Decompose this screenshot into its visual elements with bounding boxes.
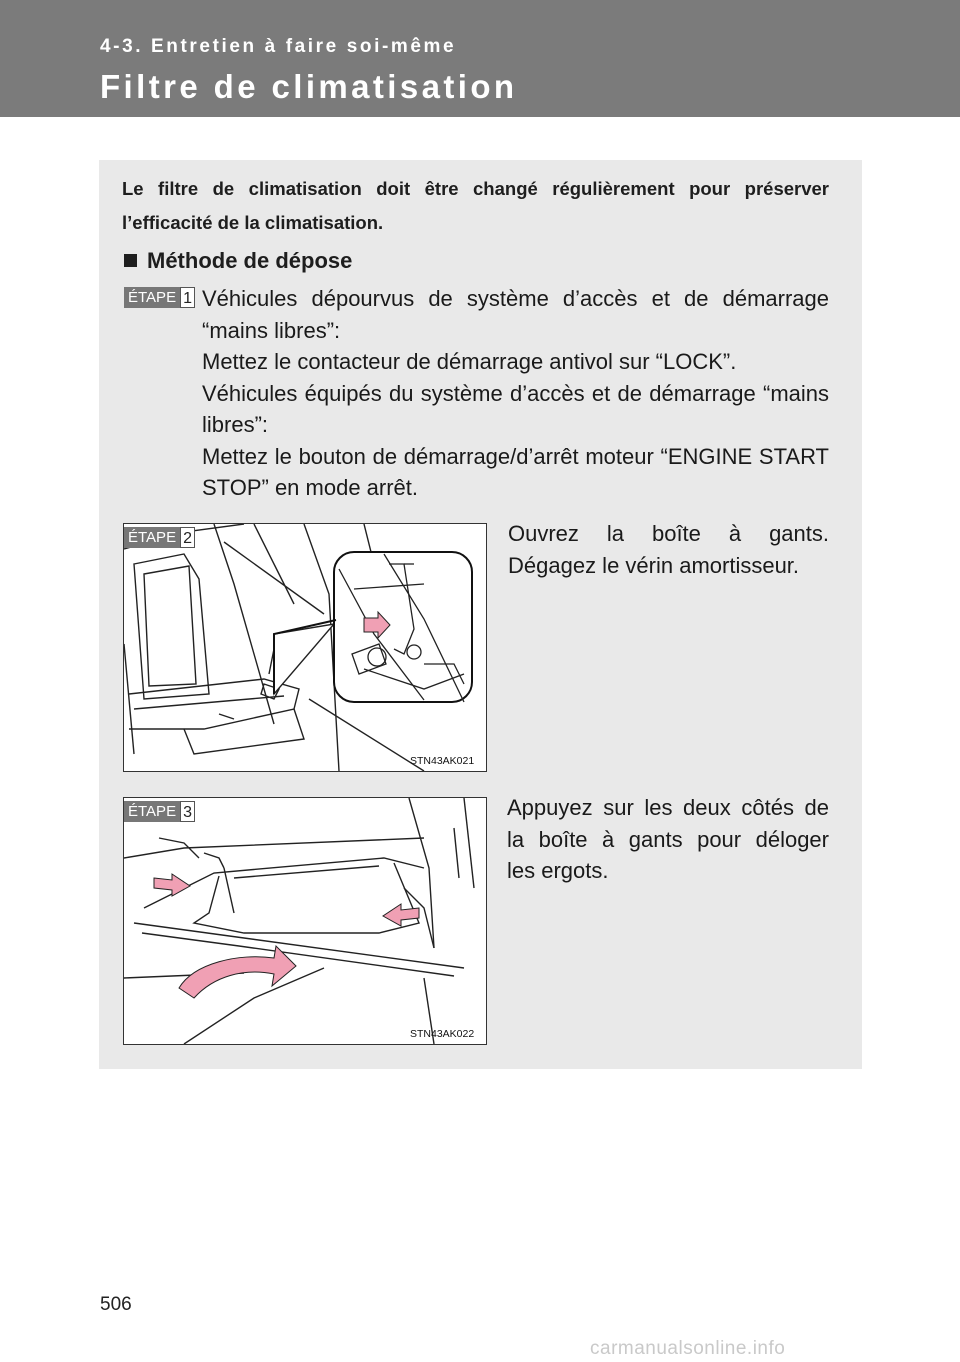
step-2-text <box>508 518 829 581</box>
step-3-illustration <box>123 797 487 1045</box>
step-2-illustration <box>123 523 487 772</box>
glovebox-damper-drawing <box>124 524 486 771</box>
square-bullet-icon <box>124 254 137 267</box>
glovebox-removal-drawing <box>124 798 486 1044</box>
step-3-line-3: les ergots. <box>507 858 609 883</box>
step-badge-label: ÉTAPE <box>124 287 180 308</box>
step-2-line-1: Ouvrez la boîte à gants. <box>508 521 829 546</box>
figure-code: STN43AK022 <box>410 1028 475 1040</box>
step-1-text <box>202 283 829 504</box>
step-1-badge <box>124 287 195 308</box>
step-badge-label: ÉTAPE <box>124 527 180 548</box>
step-badge-number: 1 <box>180 287 195 308</box>
step-2-line-2: Dégagez le vérin amortisseur. <box>508 552 800 578</box>
chapter-label: 4-3. Entretien à faire soi-même <box>100 36 457 57</box>
step-3-line-1: Appuyez sur les deux côtés de <box>507 795 829 820</box>
section-heading <box>124 248 352 274</box>
step-badge-number: 2 <box>180 527 195 548</box>
section-title: Méthode de dépose <box>147 248 353 273</box>
figure-code: STN43AK021 <box>410 755 475 767</box>
step-2-badge <box>124 527 195 548</box>
step-1-line-2: Mettez le contacteur de démarrage antivol sur “LOCK”. <box>202 349 737 374</box>
step-1-line-3: Véhicules équipés du système d’accès et de démarrage “mains libres”: <box>202 380 829 437</box>
step-badge-number: 3 <box>180 801 195 822</box>
step-3-line-2: la boîte à gants pour déloger <box>507 826 829 852</box>
page-header <box>0 0 960 117</box>
intro-paragraph: Le filtre de climatisation doit être changé régulièrement pour préserver l’efficacité de la climatisation. <box>122 178 829 233</box>
step-3-badge <box>124 801 195 822</box>
step-1-line-4: Mettez le bouton de démarrage/d’arrêt moteur “ENGINE START STOP” en mode arrêt. <box>202 443 829 500</box>
step-badge-label: ÉTAPE <box>124 801 180 822</box>
watermark: carmanualsonline.info <box>590 1338 786 1359</box>
page-number: 506 <box>100 1294 132 1315</box>
page-title: Filtre de climatisation <box>100 68 518 105</box>
step-3-text <box>507 792 829 887</box>
step-1-line-1: Véhicules dépourvus de système d’accès et de démarrage “mains libres”: <box>202 286 829 343</box>
